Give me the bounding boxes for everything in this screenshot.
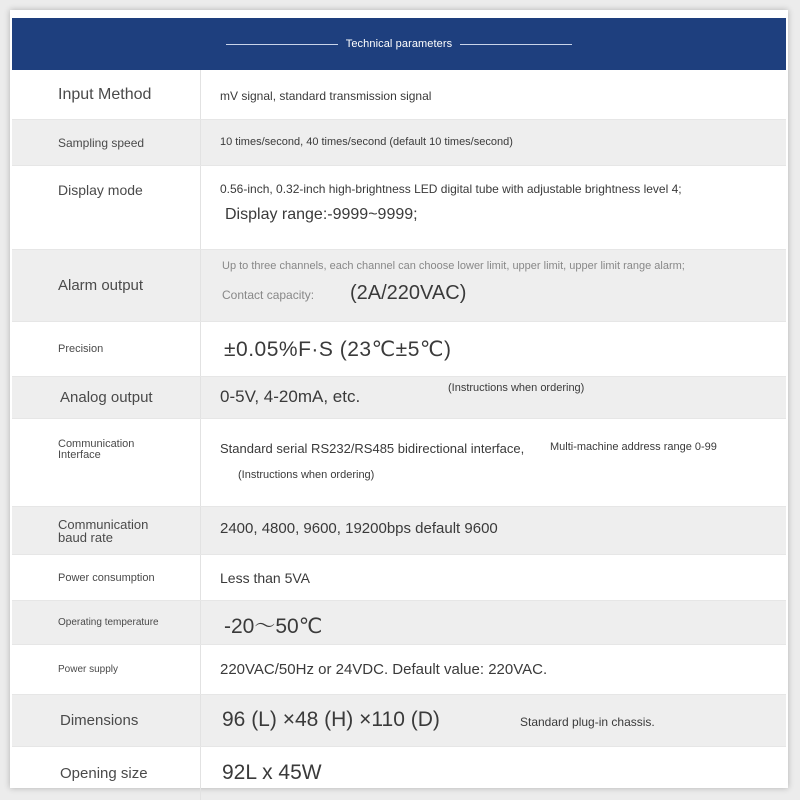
spec-label: Dimensions: [60, 712, 139, 729]
spec-label: Power supply: [58, 664, 119, 675]
spec-label: Opening size: [60, 765, 148, 782]
spec-row-operating-temperature: [12, 601, 786, 645]
spec-row-power-supply: [12, 645, 786, 695]
spec-row-display-mode: [12, 166, 786, 250]
spec-row-sampling-speed: [12, 120, 786, 166]
spec-value-range: Display range:-9999~9999;: [225, 206, 418, 223]
header-banner: [12, 18, 786, 70]
spec-label: Operating temperature: [58, 617, 159, 628]
spec-row-analog-output: [12, 377, 786, 419]
header-title: Technical parameters: [345, 38, 453, 50]
spec-label: Sampling speed: [58, 135, 145, 150]
spec-label: Power consumption: [58, 571, 155, 584]
spec-value: Standard serial RS232/RS485 bidirectional interface,: [220, 441, 525, 456]
spec-row-opening-size: [12, 747, 786, 800]
spec-value: mV signal, standard transmission signal: [220, 89, 432, 103]
spec-value: ±0.05%F·S (23℃±5℃): [224, 338, 452, 361]
spec-row-input-method: [12, 70, 786, 120]
spec-table: [12, 70, 786, 800]
spec-value: 10 times/second, 40 times/second (default 10 times/second): [220, 136, 513, 148]
spec-note: (Instructions when ordering): [448, 382, 585, 394]
spec-value-contact: Contact capacity:: [222, 288, 315, 302]
spec-value: -20～50℃: [224, 615, 323, 638]
spec-row-alarm-output: [12, 250, 786, 322]
spec-row-power-consumption: [12, 555, 786, 601]
spec-row-baud-rate: [12, 507, 786, 555]
spec-label: Display mode: [58, 182, 143, 198]
spec-value: 96 (L) ×48 (H) ×110 (D): [222, 708, 440, 731]
spec-value: 92L x 45W: [222, 761, 322, 784]
spec-sheet: [10, 10, 788, 788]
spec-value-chassis: Standard plug-in chassis.: [520, 715, 655, 729]
spec-label: Alarm output: [58, 277, 144, 294]
spec-label: Communication Interface: [58, 438, 135, 461]
spec-value: 2400, 4800, 9600, 19200bps default 9600: [220, 520, 498, 537]
spec-label: Input Method: [58, 85, 152, 103]
spec-label: Analog output: [60, 389, 153, 406]
spec-value: 220VAC/50Hz or 24VDC. Default value: 220VAC.: [220, 661, 548, 678]
spec-value-capacity: (2A/220VAC): [350, 282, 467, 304]
spec-value: Less than 5VA: [220, 570, 311, 586]
spec-row-dimensions: [12, 695, 786, 747]
spec-value: 0-5V, 4-20mA, etc.: [220, 387, 361, 406]
spec-row-precision: [12, 322, 786, 377]
spec-value: Up to three channels, each channel can choose lower limit, upper limit, upper limit range alarm;: [222, 260, 685, 272]
spec-value: 0.56-inch, 0.32-inch high-brightness LED digital tube with adjustable brightness level 4;: [220, 182, 682, 196]
spec-note: (Instructions when ordering): [238, 469, 375, 481]
spec-label: Precision: [58, 343, 104, 355]
spec-row-communication-interface: [12, 419, 786, 507]
spec-label: Communication baud rate: [58, 516, 149, 545]
header-right-rule: [460, 44, 572, 45]
header-left-rule: [226, 44, 338, 45]
spec-value-address: Multi-machine address range 0-99: [550, 441, 717, 453]
